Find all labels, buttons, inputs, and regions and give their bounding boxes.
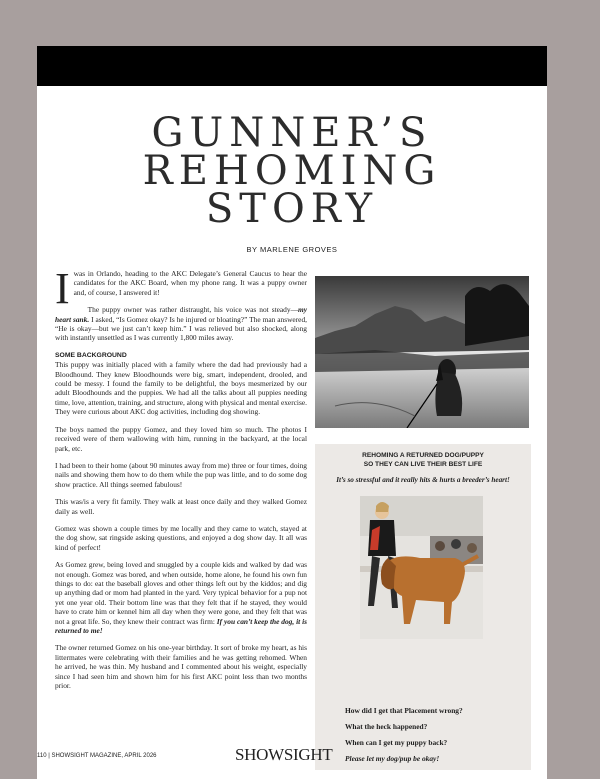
sidebar-question-4: Please let my dog/pup be okay! bbox=[345, 754, 440, 763]
paragraph-6: This was/is a very fit family. They walk at least once daily and they walked Gomez daily as well. bbox=[55, 497, 307, 516]
sidebar-question-1: How did I get that Placement wrong? bbox=[345, 706, 463, 715]
paragraph-2-a: The puppy owner was rather distraught, his voice was not steady— bbox=[87, 305, 298, 315]
sidebar-question-2: What the heck happened? bbox=[345, 722, 428, 731]
paragraph-1-text: was in Orlando, heading to the AKC Delegate’s General Caucus to hear the candidates for the AKC Board, when my phone rang. It was a puppy owner and, of course, I answered it! bbox=[73, 269, 307, 297]
photo-illustration bbox=[315, 276, 529, 428]
sidebar-box bbox=[315, 444, 531, 770]
sidebar-title-line-1: REHOMING A RETURNED DOG/PUPPY bbox=[362, 452, 484, 459]
emphasis-contract: If you can’t keep the dog, it is returned to me! bbox=[55, 616, 307, 635]
sidebar-title-line-2: SO THEY CAN LIVE THEIR BEST LIFE bbox=[363, 460, 483, 468]
title-line-1: GUNNER’S bbox=[151, 110, 433, 156]
article-title bbox=[37, 110, 547, 232]
paragraph-3: This puppy was initially placed with a family where the dad had previously had a Bloodhound. They knew Bloodhounds were big, smart, independent, drooled, and could be messy. I found the family to be delightful, the boys mesmerized by our adult Bloodhounds and the puppies. We had all the talks about all puppies needing time, love, attention, training, and structure, along with physical and mental exercise. They were curious about AKC dog activities, including dog showing. bbox=[55, 360, 307, 417]
top-black-bar bbox=[37, 46, 547, 86]
paragraph-2-b: I asked, “Is Gomez okay? Is he injured or bloating?” The man answered, “He is okay—but we just can’t keep him.” I was relieved but also shocked, along with instantly unsettled as I was currently 1,800 miles away. bbox=[55, 314, 307, 343]
photo-illustration-2 bbox=[360, 496, 483, 639]
emphasis-heart-sank: my heart sank. bbox=[55, 305, 307, 324]
paragraph-4: The boys named the puppy Gomez, and they loved him so much. The photos I received were of them wallowing with him, running in the backyard, at the local park, etc. bbox=[55, 424, 307, 453]
paragraph-5: I had been to their home (about 90 minutes away from me) three or four times, doing nails and showing them how to do them while the pup was little, and to do some dog show practice. All things seemed fabulous! bbox=[55, 460, 307, 489]
dog-show-photo bbox=[360, 496, 483, 639]
article-body bbox=[55, 264, 307, 698]
sidebar-title bbox=[315, 452, 531, 469]
paragraph-7: Gomez was shown a couple times by me locally and they came to watch, stayed at the dog show, sat ringside asking questions, and enjoyed a dog show day. It all was kind of perfect! bbox=[55, 523, 307, 552]
bloodhound-mountain-photo bbox=[315, 276, 529, 428]
footer-brand-logo: SHOWSIGHT bbox=[235, 745, 333, 764]
byline: BY MARLENE GROVES bbox=[246, 245, 338, 254]
paragraph-2 bbox=[55, 305, 307, 343]
title-line-3: STORY bbox=[205, 186, 379, 232]
paragraph-8-a: As Gomez grew, being loved and snuggled by a couple kids and walked by dad was not enough. Gomez was bored, and when outside, home alone, he found his own fun things to do: eat the baseball gloves and other things left out by the kiddos; and dig up anything dad or mom had planted in the yard. Very typical behavior for a pup not yet one year old. Their bottom line was that they felt that if he stayed, they would have to crate him or kennel him all day when they were gone, and they felt that was not a great life. So, they knew their contract was firm: bbox=[55, 560, 307, 626]
title-line-2: REHOMING bbox=[142, 148, 442, 194]
sidebar-subtitle: It’s so stressful and it really hits & hurts a breeder’s heart! bbox=[336, 476, 510, 484]
drop-cap: I bbox=[55, 264, 70, 313]
section-heading: SOME BACKGROUND bbox=[55, 351, 127, 359]
magazine-page bbox=[37, 46, 547, 779]
sidebar-question-3: When can I get my puppy back? bbox=[345, 738, 448, 747]
paragraph-8 bbox=[55, 560, 307, 635]
footer-page-info: 110 | SHOWSIGHT MAGAZINE, APRIL 2026 bbox=[37, 753, 157, 759]
paragraph-9: The owner returned Gomez on his one-year birthday. It sort of broke my heart, as his littermates were celebrating with their families and he was getting rehomed. When he arrived, he was thin. My husband and I commented about his weight, especially since I had seen him and shown him for his first AKC point less than two months prior. bbox=[55, 643, 307, 691]
